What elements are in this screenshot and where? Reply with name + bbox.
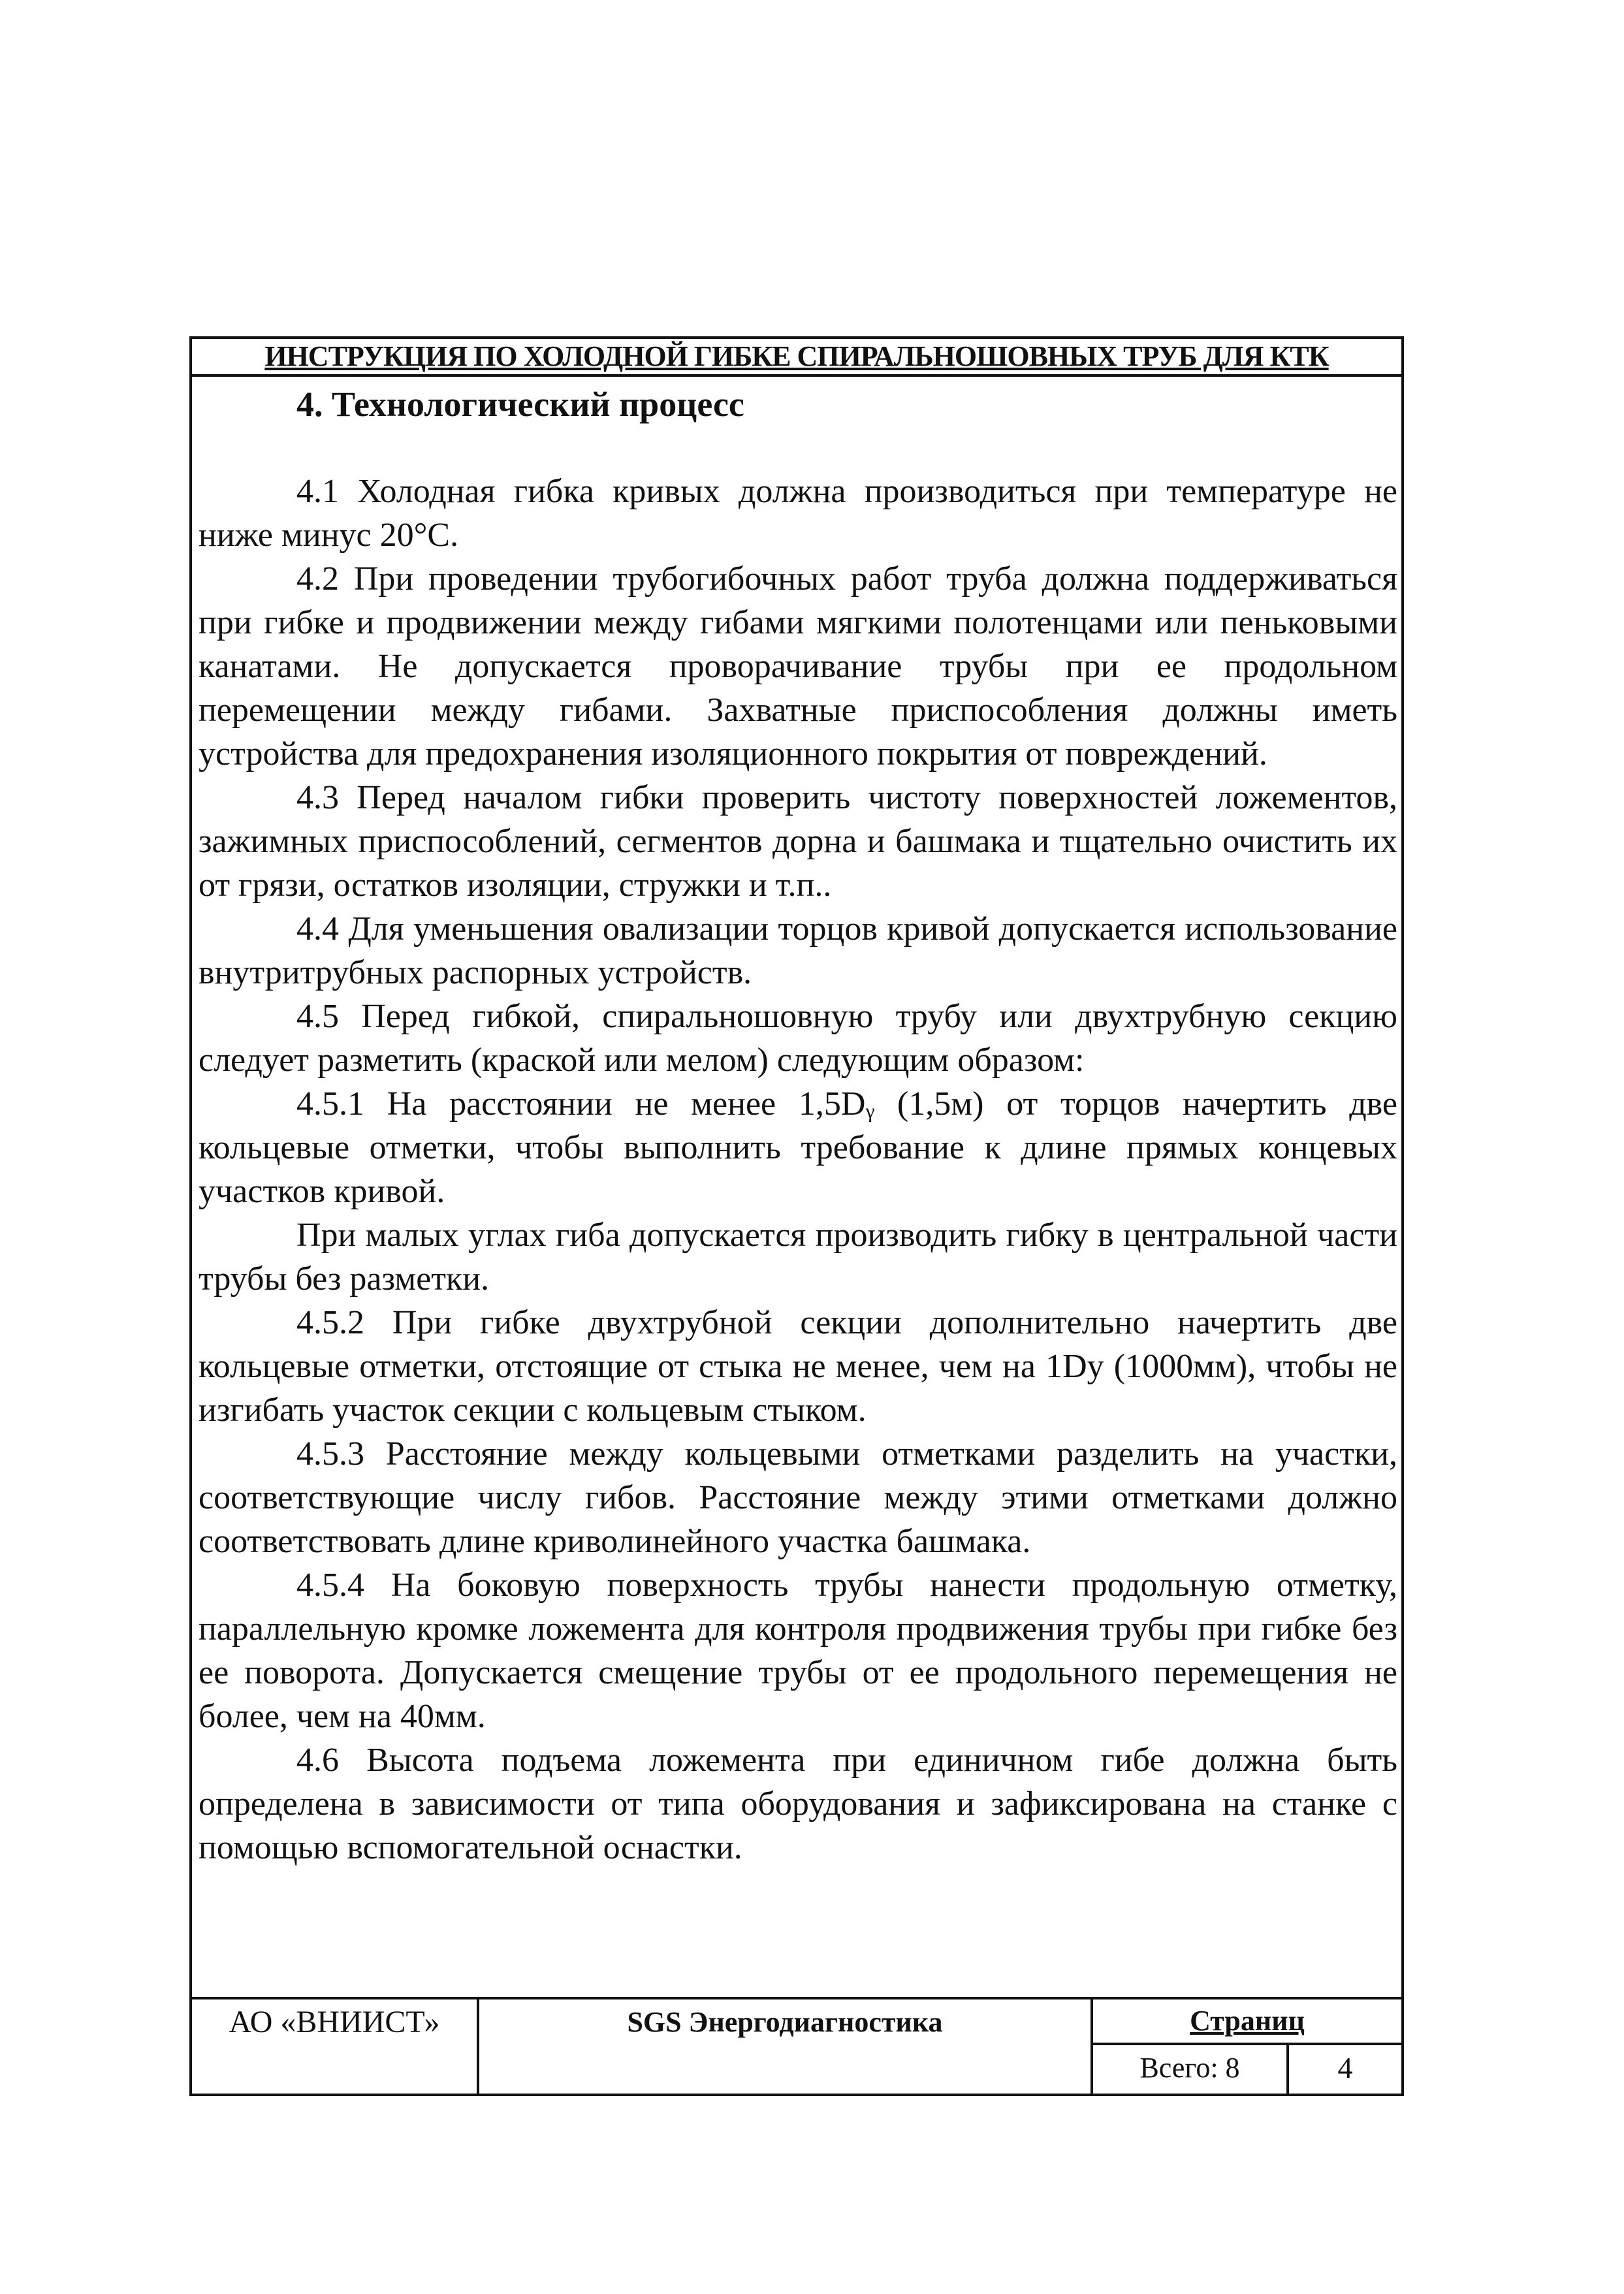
paragraph-4-5-3: 4.5.3 Расстояние между кольцевыми отметками разделить на участки, соответствующие числу гибов. Расстояние между этими отметками должно соответствовать длине криволинейного участка башмака. <box>199 1435 1397 1560</box>
paragraph-4-1: 4.1 Холодная гибка кривых должна производиться при температуре не ниже минус 20°С. <box>199 473 1397 554</box>
footer-organization: АО «ВНИИСТ» <box>192 1999 479 2094</box>
paragraph-4-5-1: 4.5.1 На расстоянии не менее 1,5Dᵧ (1,5м) от торцов начертить две кольцевые отметки, чтобы выполнить требование к длине прямых концевых участков кривой. <box>199 1085 1397 1210</box>
pages-row <box>1093 2045 1401 2094</box>
page-number: 4 <box>1337 2051 1353 2084</box>
paragraph-4-5: 4.5 Перед гибкой, спиральношовную трубу или двухтрубную секцию следует разметить (краской или мелом) следующим образом: <box>199 998 1397 1079</box>
paragraph-4-5-2: 4.5.2 При гибке двухтрубной секции дополнительно начертить две кольцевые отметки, отстоящие от стыка не менее, чем на 1Dy (1000мм), чтобы не изгибать участок секции с кольцевым стыком. <box>199 1304 1397 1429</box>
paragraph-small-angles: При малых углах гиба допускается производить гибку в центральной части трубы без разметки. <box>199 1217 1397 1298</box>
paragraph-4-3: 4.3 Перед началом гибки проверить чистоту поверхностей ложементов, зажимных приспособлений, сегментов дорна и башмака и тщательно очистить их от грязи, остатков изоляции, стружки и т.п.. <box>199 779 1397 904</box>
paragraph-4-6: 4.6 Высота подъема ложемента при единичном гибе должна быть определена в зависимости от типа оборудования и зафиксирована на станке с помощью вспомогательной оснастки. <box>199 1742 1397 1866</box>
document-header: ИНСТРУКЦИЯ ПО ХОЛОДНОЙ ГИБКЕ СПИРАЛЬНОШОВНЫХ ТРУБ ДЛЯ КТК <box>192 339 1401 377</box>
footer-company: SGS Энергодиагностика <box>479 1999 1093 2094</box>
document-footer <box>192 1997 1401 2094</box>
paragraph-4-5-4: 4.5.4 На боковую поверхность трубы нанести продольную отметку, параллельную кромке ложемента для контроля продвижения трубы при гибке без ее поворота. Допускается смещение трубы от ее продольного перемещения не более, чем на 40мм. <box>199 1567 1397 1735</box>
pages-total: Всего: 8 <box>1093 2045 1289 2094</box>
section-title: 4. Технологический процесс <box>296 385 744 424</box>
pages-label: Страниц <box>1093 1999 1401 2045</box>
paragraph-4-4: 4.4 Для уменьшения овализации торцов кривой допускается использование внутритрубных распорных устройств. <box>199 910 1397 991</box>
document-frame <box>189 336 1404 2096</box>
document-body <box>199 470 1397 1870</box>
footer-pages <box>1093 1999 1401 2094</box>
paragraph-4-2: 4.2 При проведении трубогибочных работ труба должна поддерживаться при гибке и продвижении между гибами мягкими полотенцами или пеньковыми канатами. Не допускается проворачивание трубы при ее продольном перемещении между гибами. Захватные приспособления должны иметь устройства для предохранения изоляционного покрытия от повреждений. <box>199 560 1397 773</box>
